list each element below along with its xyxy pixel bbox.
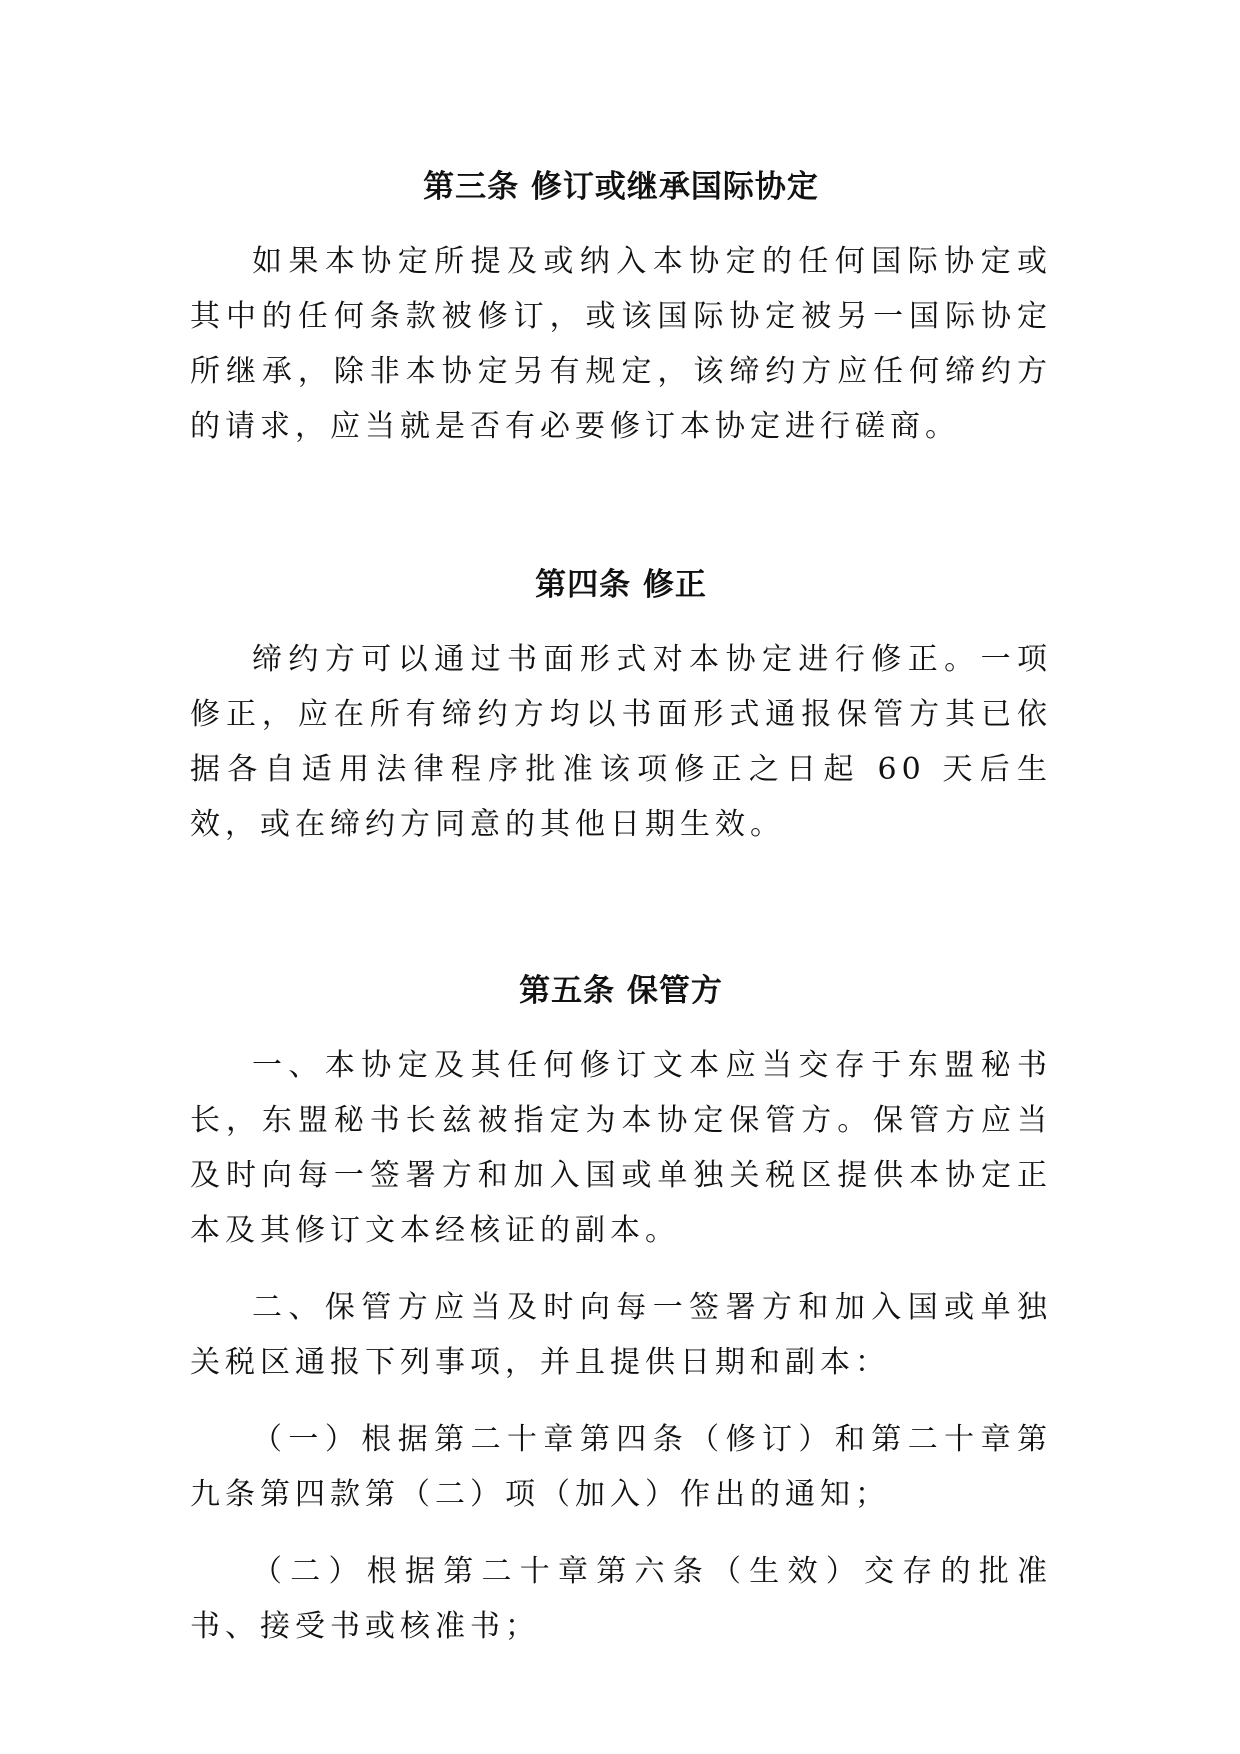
article-4-paragraph: 缔约方可以通过书面形式对本协定进行修正。一项修正，应在所有缔约方均以书面形式通报保管方其已依据各自适用法律程序批准该项修正之日起 60 天后生效，或在缔约方同意的其他日期生效。 — [190, 642, 1052, 842]
article-5 — [190, 970, 1052, 1654]
article-5-item-2: （二）根据第二十章第六条（生效）交存的批准书、接受书或核准书； — [190, 1554, 1052, 1644]
article-5-paragraph-2: 二、保管方应当及时向每一签署方和加入国或单独关税区通报下列事项，并且提供日期和副本： — [190, 1290, 1052, 1380]
article-5-item-1: （一）根据第二十章第四条（修订）和第二十章第九条第四款第（二）项（加入）作出的通知； — [190, 1422, 1052, 1512]
article-5-paragraph-1: 一、本协定及其任何修订文本应当交存于东盟秘书长，东盟秘书长兹被指定为本协定保管方。保管方应当及时向每一签署方和加入国或单独关税区提供本协定正本及其修订文本经核证的副本。 — [190, 1048, 1052, 1248]
document-page — [190, 150, 1052, 1654]
article-4 — [190, 564, 1052, 852]
article-4-title: 第四条 修正 — [535, 567, 707, 603]
article-3 — [190, 166, 1052, 454]
article-3-title: 第三条 修订或继承国际协定 — [423, 169, 819, 205]
article-3-paragraph: 如果本协定所提及或纳入本协定的任何国际协定或其中的任何条款被修订，或该国际协定被另一国际协定所继承，除非本协定另有规定，该缔约方应任何缔约方的请求，应当就是否有必要修订本协定进行磋商。 — [190, 244, 1052, 444]
article-5-title: 第五条 保管方 — [519, 973, 723, 1009]
